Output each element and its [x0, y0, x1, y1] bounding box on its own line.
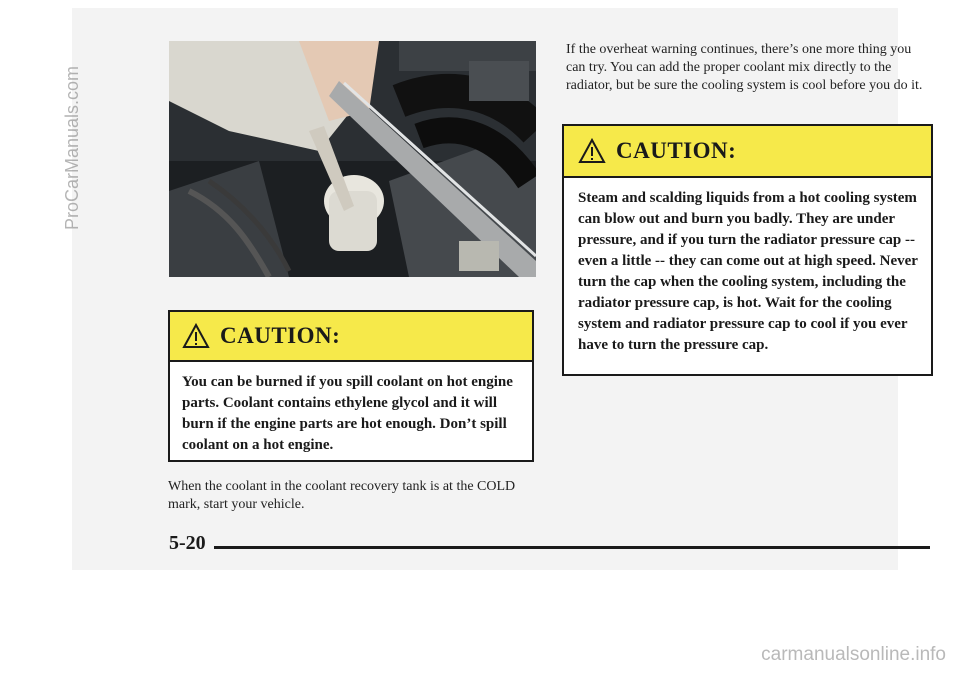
warning-triangle-icon — [578, 138, 606, 164]
caution-text: Steam and scalding liquids from a hot cooling system can blow out and burn you badly. They are under pressure, and if you turn the radiator pressure cap -- even a little -- they can come out at high speed. Never turn the cap when the cooling system, including the radiator pressure cap, is hot. Wait for the cooling system and radiator pressure cap to cool if you ever have to turn the pressure cap. — [578, 190, 918, 353]
manual-page — [72, 8, 923, 570]
caution-box-steam — [562, 124, 933, 376]
page-number: 5-20 — [169, 532, 206, 554]
intro-paragraph: If the overheat warning continues, there’s one more thing you can try. You can add the proper coolant mix directly to the radiator, but be sure the cooling system is cool before you do it. — [566, 42, 923, 93]
caution-header — [170, 312, 532, 362]
caution-header — [564, 126, 931, 178]
engine-coolant-photo — [169, 41, 536, 277]
after-paragraph: When the coolant in the coolant recovery tank is at the COLD mark, start your vehicle. — [168, 479, 516, 512]
bottom-watermark: carmanualsonline.info — [761, 644, 946, 665]
caution-label: CAUTION: — [220, 323, 341, 348]
side-watermark: ProCarManuals.com — [62, 65, 82, 230]
caution-text: You can be burned if you spill coolant on hot engine parts. Coolant contains ethylene glycol and it will burn if the engine parts are hot enough. Don’t spill coolant on a hot engine. — [182, 374, 513, 453]
caution-label: CAUTION: — [616, 138, 737, 163]
warning-triangle-icon — [182, 323, 210, 349]
caution-box-burn — [168, 310, 534, 462]
footer-rule — [214, 546, 930, 549]
